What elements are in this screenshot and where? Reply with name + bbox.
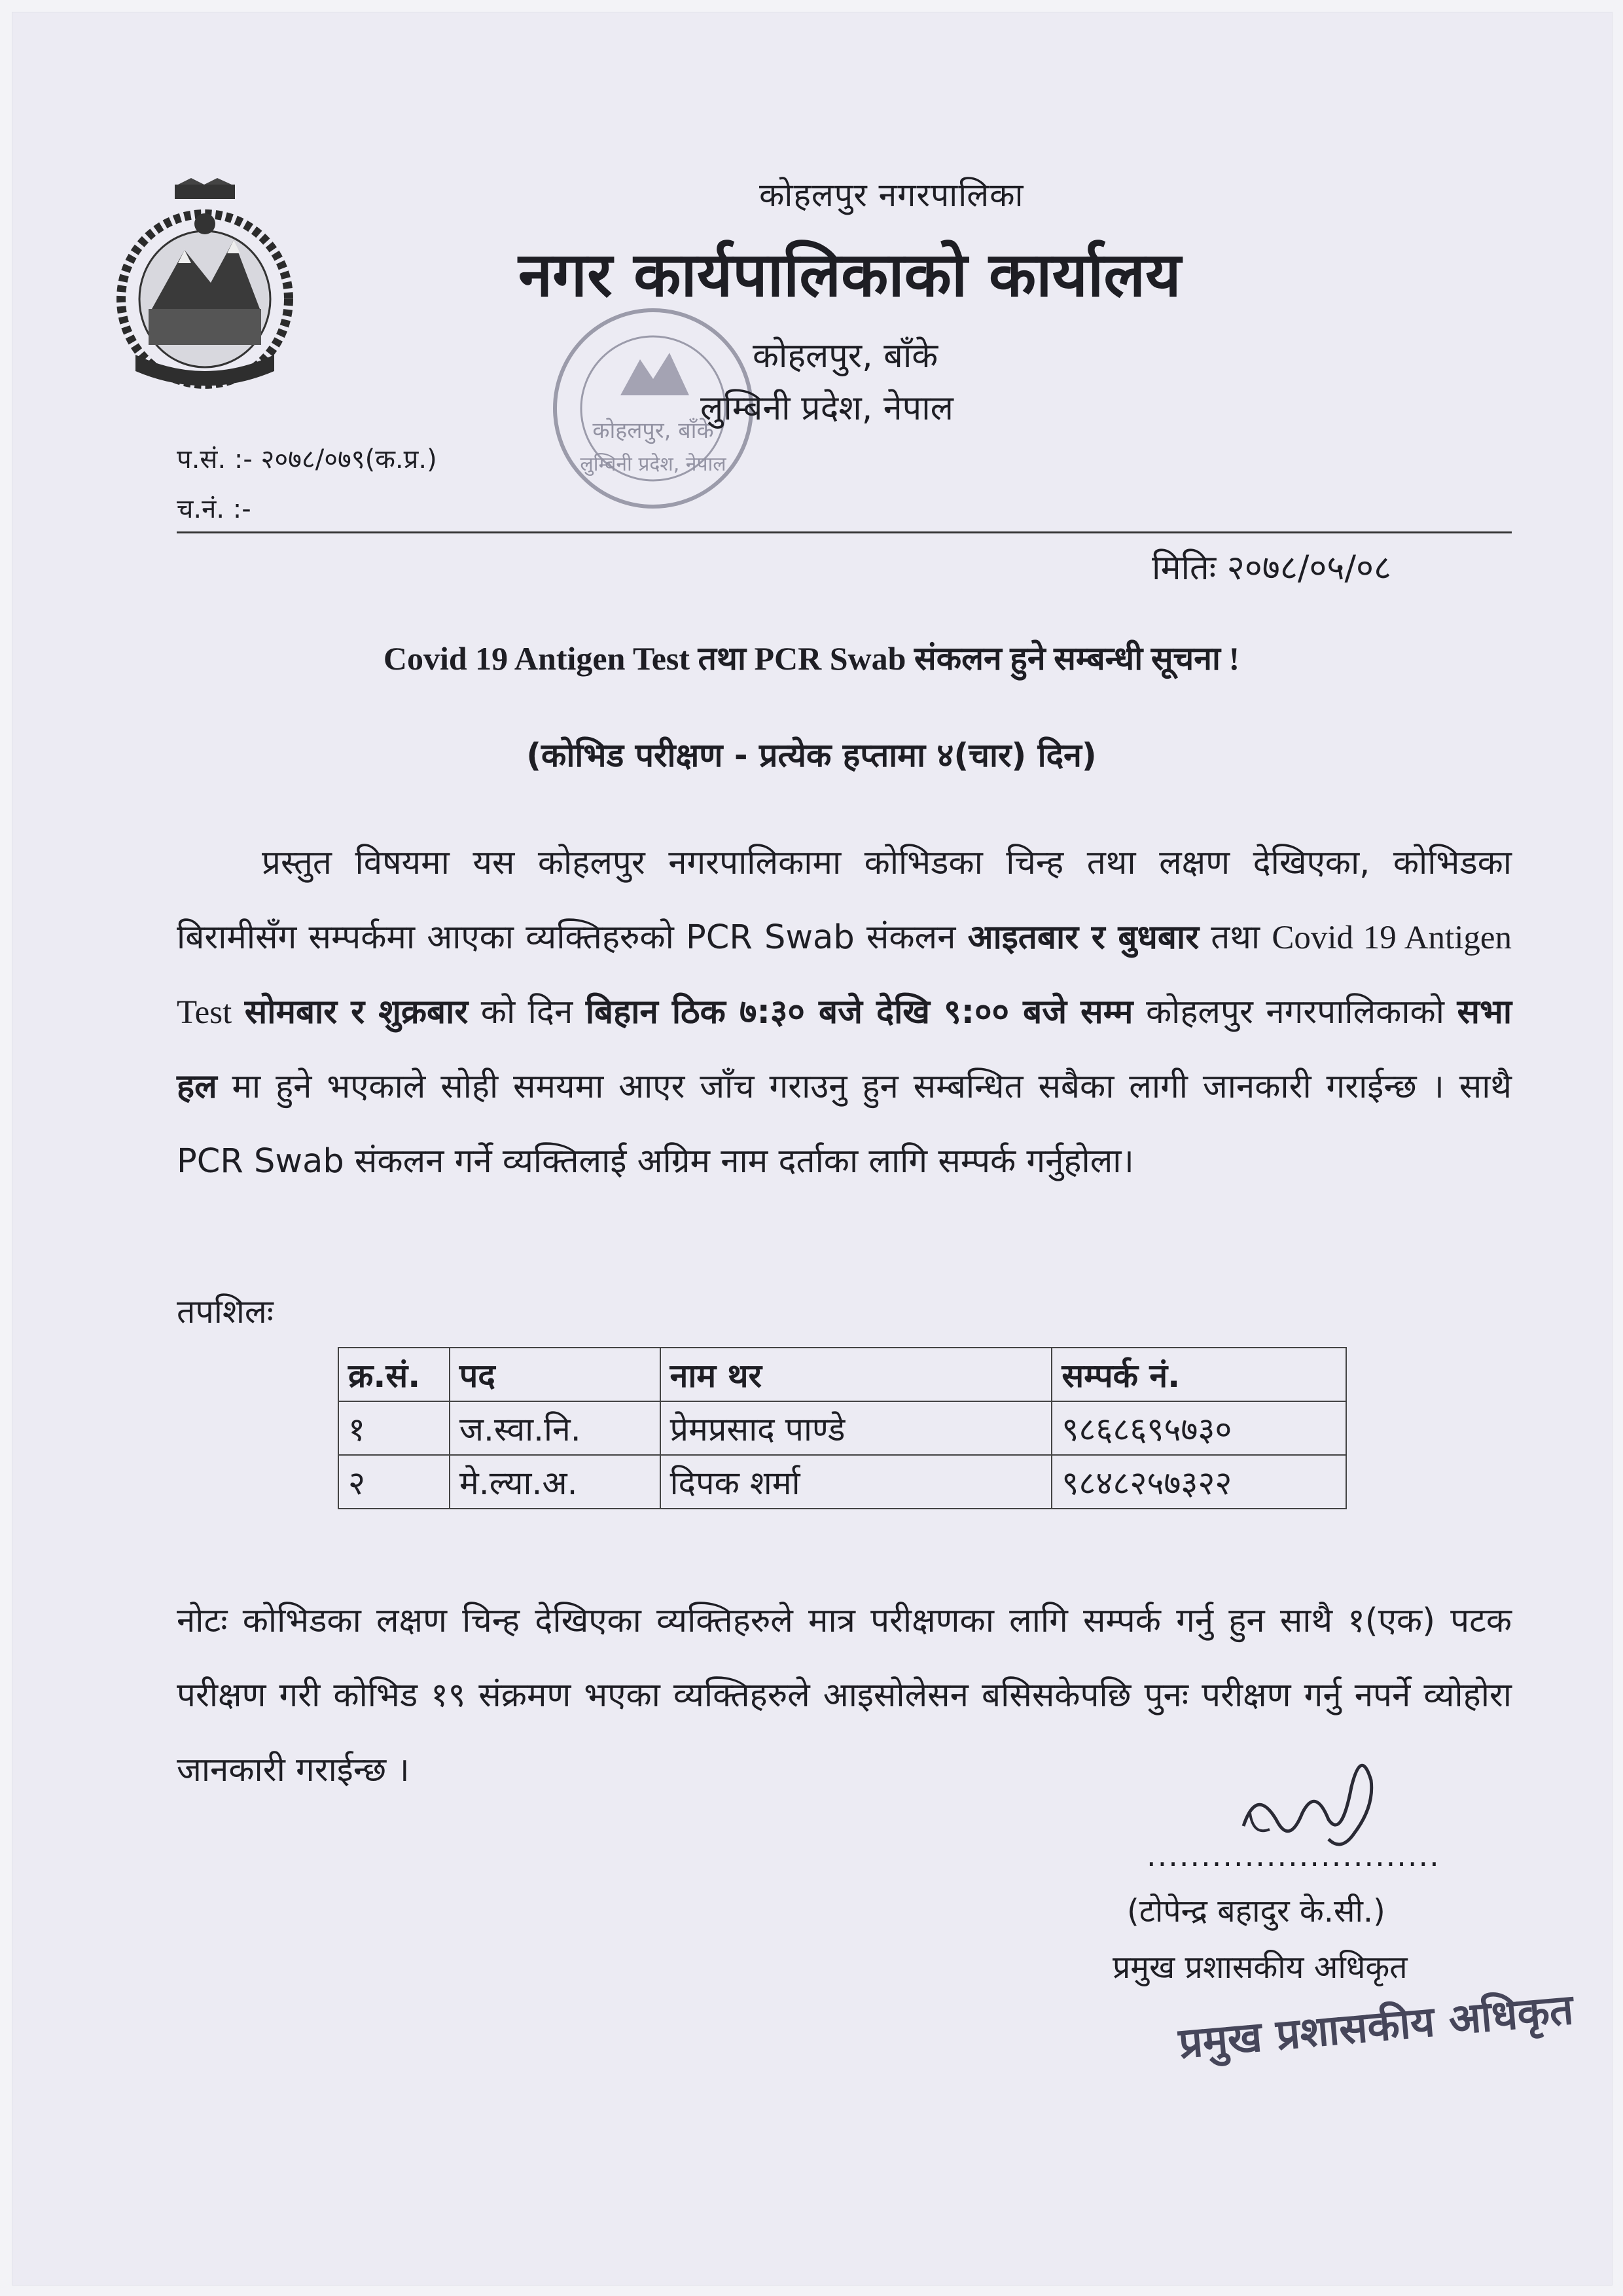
notice-note: नोटः कोभिडका लक्षण चिन्ह देखिएका व्यक्तिहरुले मात्र परीक्षणका लागि सम्पर्क गर्नु हुन साथै १(एक) पटक परीक्षण गरी कोभिड १९ संक्रमण भएका व्यक्तिहरुले आइसोलेसन बसिसकेपछि पुनः परीक्षण गर्नु नपर्ने व्योहोरा जानकारी गराईन्छ । [177,1602,1512,1789]
notice-subject: Covid 19 Antigen Test तथा PCR Swab संकलन हुने सम्बन्धी सूचना ! [383,640,1240,677]
body-text-2: तथा [1199,918,1272,957]
signatory-name: (टोपेन्द्र बहादुर के.सी.) [1127,1893,1385,1929]
body-antigen-label: Covid 19 Antigen Test [177,920,1512,1031]
body-bold-time: बिहान ठिक ७:३० बजे देखि ९:०० बजे सम्म [585,993,1133,1031]
notice-subheading: (कोभिड परीक्षण - प्रत्येक हप्तामा ४(चार) दिन) [526,736,1097,774]
dispatch-number: च.नं. :- [177,494,251,524]
address-line-2: लुम्बिनी प्रदेश, नेपाल [700,389,954,428]
contact-table [338,1347,1347,1509]
body-bold-venue: सभा हल [177,993,1512,1106]
details-label: तपशिलः [177,1293,274,1331]
nepal-emblem-icon [113,178,297,394]
address-line-1: कोहलपुर, बाँके [753,336,938,376]
cell-contact: ९८४८२५७३२२ [1052,1455,1346,1509]
col-header-name: नाम थर [660,1348,1052,1401]
office-title: नगर कार्यपालिकाको कार्यालय [518,240,1181,311]
table-header-row [338,1348,1346,1401]
cell-post: ज.स्वा.नि. [450,1401,660,1455]
cell-contact: ९८६८६९५७३० [1052,1401,1346,1455]
cell-name: प्रेमप्रसाद पाण्डे [660,1401,1052,1455]
svg-text:लुम्बिनी प्रदेश, नेपाल: लुम्बिनी प्रदेश, नेपाल [580,453,726,476]
table-row [338,1401,1346,1455]
notice-body [177,826,1512,1199]
col-header-contact: सम्पर्क नं. [1052,1348,1346,1401]
body-bold-days-pcr: आइतबार र बुधबार [967,918,1200,957]
body-bold-days-antigen: सोमबार र शुक्रबार [244,993,469,1031]
cell-post: मे.ल्या.अ. [450,1455,660,1509]
letter-date: मितिः २०७८/०५/०८ [1152,548,1392,588]
body-text-4: को दिन [468,993,586,1031]
cell-name: दिपक शर्मा [660,1455,1052,1509]
body-text-3 [232,993,245,1031]
signature-line: ........................... [1147,1838,1440,1873]
designation-stamp: प्रमुख प्रशासकीय अधिकृत [1177,1985,1576,2069]
body-text-6: मा हुने भएकाले सोही समयमा आएर जाँच गराउनु हुन सम्बन्धित सबैका लागी जानकारी गराईन्छ । साथै PCR Swab संकलन गर्ने व्यक्तिलाई अग्रिम नाम दर्ताका लागि सम्पर्क गर्नुहोला। [177,1067,1512,1181]
letter-number: प.सं. :- २०७८/०७९(क.प्र.) [177,444,437,475]
svg-text:कोहलपुर, बाँके: कोहलपुर, बाँके [592,418,714,444]
municipality-name: कोहलपुर नगरपालिका [759,176,1024,214]
table-row [338,1455,1346,1509]
col-header-sn: क्र.सं. [338,1348,450,1401]
body-text-1: प्रस्तुत विषयमा यस कोहलपुर नगरपालिकामा कोभिडका चिन्ह तथा लक्षण देखिएका, कोभिडका बिरामीसँग सम्पर्कमा आएका व्यक्तिहरुको PCR Swab संकलन [177,844,1512,957]
col-header-post: पद [450,1348,660,1401]
header-divider [177,531,1512,533]
cell-sn: २ [338,1455,450,1509]
body-text-5: कोहलपुर नगरपालिकाको [1133,993,1457,1031]
signatory-title: प्रमुख प्रशासकीय अधिकृत [1113,1949,1408,1986]
cell-sn: १ [338,1401,450,1455]
